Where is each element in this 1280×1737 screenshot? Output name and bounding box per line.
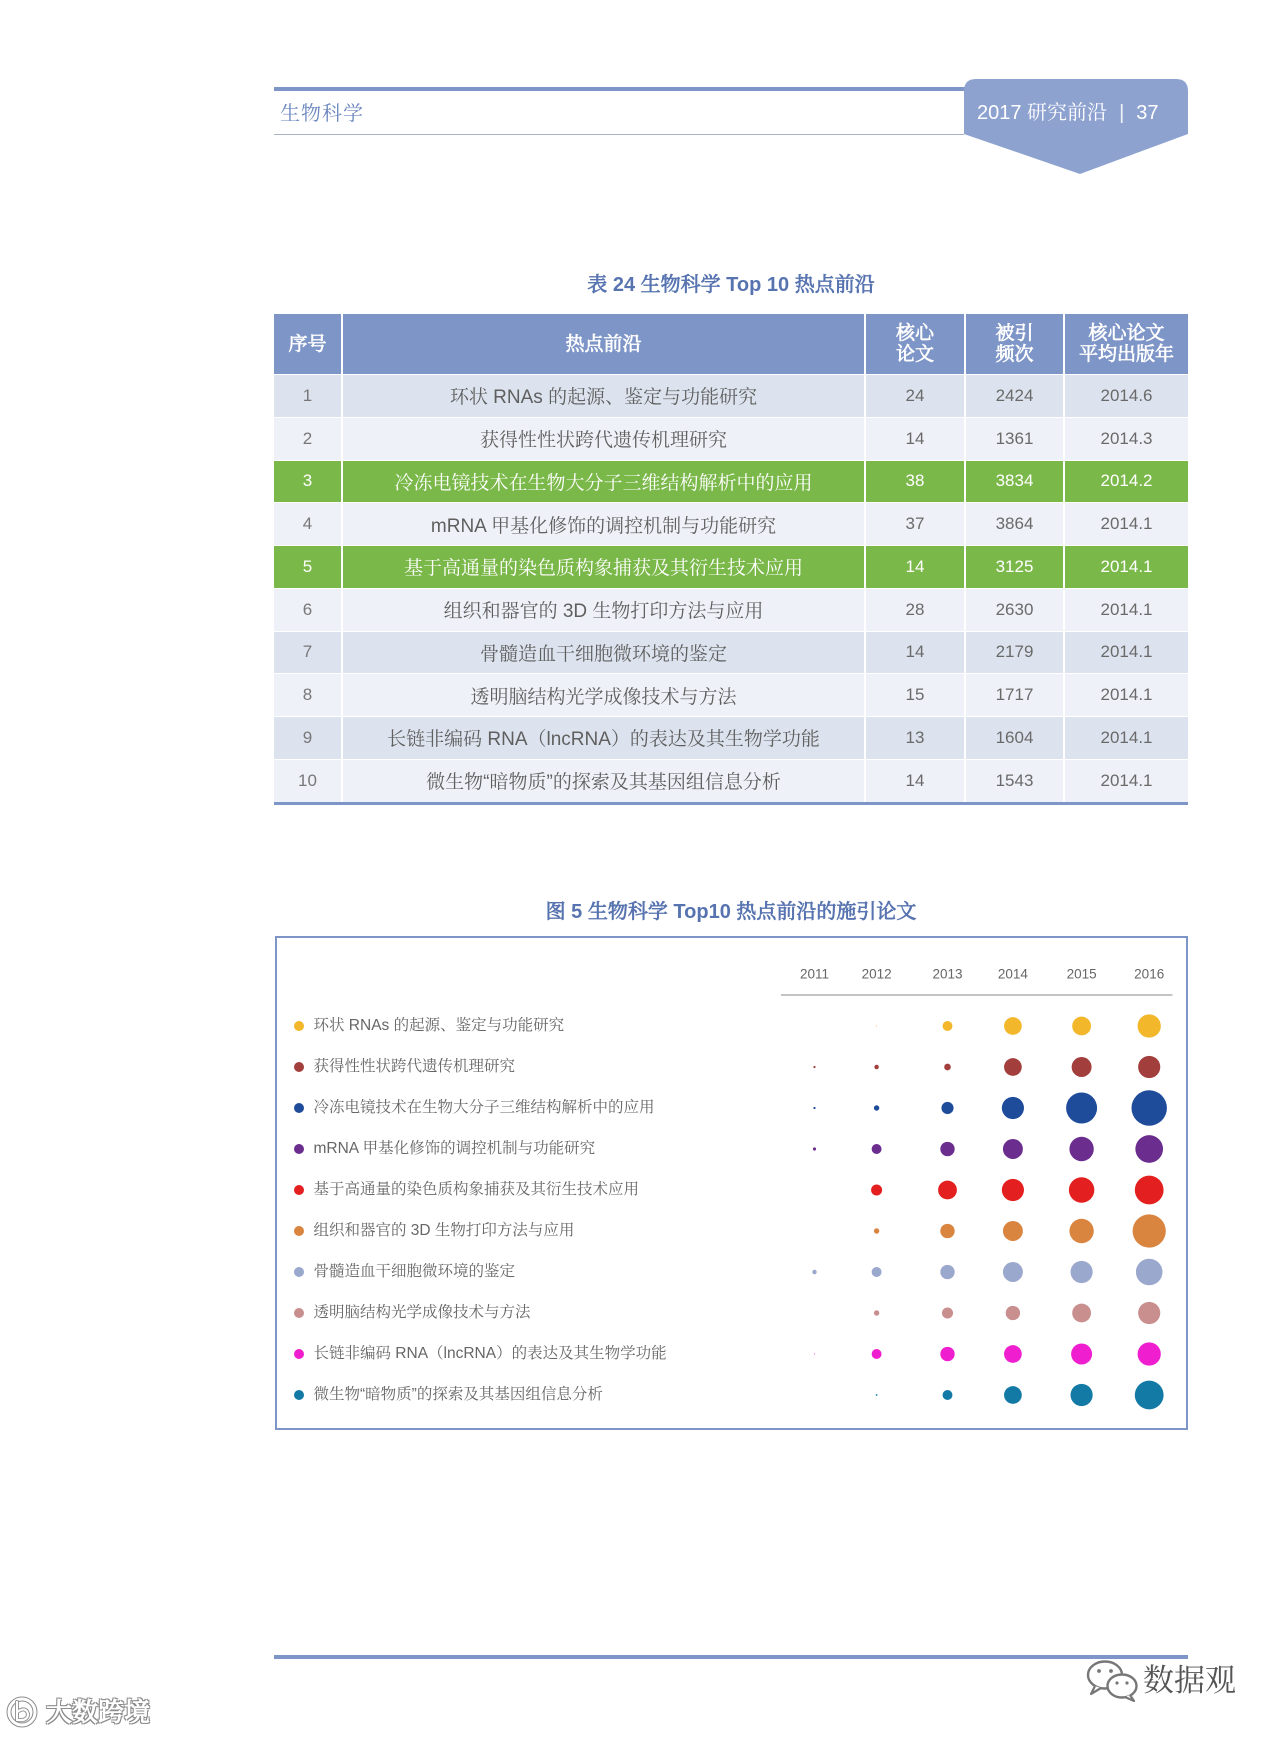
cell-topic: 环状 RNAs 的起源、鉴定与功能研究: [343, 375, 866, 417]
bubble: [1004, 1345, 1022, 1363]
cell-avg-year: 2014.1: [1100, 514, 1153, 534]
cell-topic: 获得性性状跨代遗传机理研究: [343, 418, 866, 460]
legend-label: 透明脑结构光学成像技术与方法: [313, 1304, 531, 1322]
cell-citations: 2179: [966, 632, 1065, 674]
table-header-row: [274, 314, 1188, 374]
bubble: [940, 1142, 954, 1156]
bubble: [1071, 1384, 1093, 1406]
bubble: [1071, 1343, 1092, 1364]
bubble: [940, 1224, 954, 1238]
footer-rule: [274, 1655, 1188, 1659]
bubble: [943, 1021, 953, 1031]
cell-avg-year: 2014.1: [1100, 642, 1153, 662]
legend-swatch: [294, 1021, 304, 1031]
bubble: [874, 1065, 878, 1069]
cell-topic: 透明脑结构光学成像技术与方法: [343, 674, 866, 716]
cell-citations: 3864: [966, 503, 1065, 545]
legend-label: mRNA 甲基化修饰的调控机制与功能研究: [313, 1140, 596, 1158]
bubble: [940, 1347, 954, 1361]
watermark-text: 大数跨境: [46, 1697, 151, 1727]
brand-name: 数据观: [1143, 1663, 1236, 1698]
bubble: [943, 1390, 953, 1400]
header-core-papers: [866, 314, 966, 374]
table-row: [274, 759, 1188, 802]
cell-avg-year: 2014.1: [1100, 727, 1153, 747]
cell-citations: 1361: [966, 418, 1065, 460]
bubble: [874, 1105, 879, 1110]
bubble: [812, 1270, 816, 1274]
header-citations-line2: 频次: [995, 344, 1034, 365]
table-row: [274, 374, 1188, 417]
cell-index: 3: [274, 461, 343, 503]
bubble: [1072, 1057, 1092, 1077]
legend-label: 环状 RNAs 的起源、鉴定与功能研究: [313, 1017, 565, 1035]
cell-core-papers: 13: [866, 717, 966, 759]
header-core-papers-line2: 论文: [895, 344, 934, 365]
bubble: [1004, 1017, 1022, 1035]
cell-core-papers: 37: [866, 503, 966, 545]
legend-swatch: [294, 1390, 304, 1400]
cell-index: 8: [274, 674, 343, 716]
legend-swatch: [294, 1103, 304, 1113]
watermark-logo-icon: [4, 1694, 40, 1730]
table-row: [274, 545, 1188, 588]
x-tick-label: 2011: [799, 966, 830, 982]
bubble: [1066, 1092, 1097, 1123]
table-row: [274, 716, 1188, 759]
tab-separator: |: [1119, 102, 1125, 124]
bubble: [1004, 1058, 1022, 1076]
legend-swatch: [294, 1349, 304, 1359]
hotspot-table: [274, 314, 1188, 805]
x-tick-label: 2014: [997, 966, 1028, 982]
bubble: [1069, 1177, 1094, 1202]
bubble: [874, 1310, 879, 1315]
bubble: [1071, 1261, 1093, 1283]
header-index: [274, 314, 343, 374]
bubble: [1002, 1179, 1024, 1201]
cell-core-papers: 14: [866, 546, 966, 588]
cell-citations: 3125: [966, 546, 1065, 588]
legend-swatch: [294, 1226, 304, 1236]
bubble: [938, 1181, 957, 1200]
cell-avg-year: 2014.1: [1100, 556, 1153, 576]
cell-citations: 1543: [966, 760, 1065, 802]
bubble: [1138, 1014, 1161, 1037]
cell-core-papers: 14: [866, 760, 966, 802]
x-tick-label: 2012: [861, 966, 892, 982]
cell-index: 2: [274, 418, 343, 460]
legend-label: 组织和器官的 3D 生物打印方法与应用: [313, 1222, 575, 1240]
cell-core-papers: 14: [866, 418, 966, 460]
header-underline: [274, 134, 964, 135]
header-avg-year: [1065, 314, 1188, 374]
header-citations-line1: 被引: [995, 323, 1034, 344]
bubble-chart: [275, 936, 1188, 1430]
header-topic: [343, 314, 866, 374]
cell-avg-year: 2014.1: [1100, 599, 1153, 619]
cell-core-papers: 28: [866, 589, 966, 631]
bubble: [813, 1147, 816, 1150]
bubble: [1135, 1381, 1164, 1410]
cell-index: 5: [274, 546, 343, 588]
cell-avg-year: 2014.3: [1100, 428, 1153, 448]
cell-citations: 1604: [966, 717, 1065, 759]
legend-label: 微生物“暗物质”的探索及其基因组信息分析: [313, 1386, 603, 1404]
legend-label: 冷冻电镜技术在生物大分子三维结构解析中的应用: [313, 1099, 655, 1117]
cell-core-papers: 14: [866, 632, 966, 674]
section-title: 生物科学: [280, 103, 364, 125]
watermark: [4, 1694, 150, 1730]
table-row: [274, 417, 1188, 460]
x-tick-label: 2013: [932, 966, 963, 982]
bubble: [941, 1102, 953, 1114]
cell-topic: 微生物“暗物质”的探索及其基因组信息分析: [343, 760, 866, 802]
table-title: 表 24 生物科学 Top 10 热点前沿: [587, 274, 875, 296]
bubble: [872, 1144, 882, 1154]
cell-citations: 3834: [966, 461, 1065, 503]
bubble: [1069, 1137, 1093, 1161]
cell-index: 1: [274, 375, 343, 417]
bubble: [872, 1349, 882, 1359]
bubble: [814, 1353, 815, 1354]
cell-citations: 1717: [966, 674, 1065, 716]
table-row: [274, 588, 1188, 631]
legend-label: 骨髓造血干细胞微环境的鉴定: [313, 1263, 516, 1281]
header-avg-year-line1: 核心论文: [1088, 323, 1165, 344]
bubble: [1069, 1219, 1093, 1243]
cell-avg-year: 2014.6: [1100, 385, 1153, 405]
cell-index: 9: [274, 717, 343, 759]
cell-topic: mRNA 甲基化修饰的调控机制与功能研究: [343, 503, 866, 545]
cell-index: 10: [274, 760, 343, 802]
bubble: [1003, 1262, 1023, 1282]
cell-topic: 冷冻电镜技术在生物大分子三维结构解析中的应用: [343, 461, 866, 503]
bubble: [940, 1265, 954, 1279]
legend-label: 基于高通量的染色质构象捕获及其衍生技术应用: [313, 1181, 640, 1199]
figure-title: 图 5 生物科学 Top10 热点前沿的施引论文: [545, 901, 917, 923]
bubble: [1138, 1056, 1160, 1078]
x-tick-label: 2015: [1066, 966, 1097, 982]
bubble: [872, 1267, 882, 1277]
bubble: [813, 1107, 815, 1109]
header-citations: [966, 314, 1065, 374]
wechat-icon: [1086, 1660, 1140, 1702]
bubble: [942, 1307, 953, 1318]
cell-citations: 2424: [966, 375, 1065, 417]
cell-core-papers: 15: [866, 674, 966, 716]
legend-swatch: [294, 1144, 304, 1154]
legend-swatch: [294, 1062, 304, 1072]
bubble: [1135, 1135, 1163, 1163]
bubble: [813, 1066, 815, 1068]
page-tab-label: [977, 100, 1159, 126]
bubble: [1003, 1139, 1023, 1159]
page-number: 37: [1136, 102, 1159, 124]
cell-core-papers: 24: [866, 375, 966, 417]
bubble: [1138, 1342, 1161, 1365]
report-title: 2017 研究前沿: [977, 102, 1108, 124]
legend-label: 获得性性状跨代遗传机理研究: [313, 1058, 516, 1076]
cell-index: 7: [274, 632, 343, 674]
cell-topic: 组织和器官的 3D 生物打印方法与应用: [343, 589, 866, 631]
legend-swatch: [294, 1267, 304, 1277]
table-body: [274, 374, 1188, 805]
cell-core-papers: 38: [866, 461, 966, 503]
cell-avg-year: 2014.1: [1100, 770, 1153, 790]
cell-topic: 长链非编码 RNA（lncRNA）的表达及其生物学功能: [343, 717, 866, 759]
bubble: [876, 1025, 877, 1026]
cell-topic: 基于高通量的染色质构象捕获及其衍生技术应用: [343, 546, 866, 588]
header-topic-label: 热点前沿: [565, 333, 642, 355]
header-index-label: 序号: [288, 333, 327, 355]
legend-swatch: [294, 1185, 304, 1195]
header-rule: [274, 87, 968, 91]
x-tick-label: 2016: [1134, 966, 1165, 982]
bubble: [1002, 1097, 1024, 1119]
cell-index: 6: [274, 589, 343, 631]
bubble: [1136, 1259, 1163, 1286]
page-tab: [964, 79, 1188, 175]
bubble: [876, 1394, 878, 1396]
table-row: [274, 673, 1188, 716]
bubble: [944, 1064, 951, 1071]
bubble: [1006, 1306, 1020, 1320]
bubble: [1138, 1302, 1160, 1324]
table-row: [274, 460, 1188, 503]
bubble: [1072, 1017, 1091, 1036]
bubble: [1135, 1176, 1164, 1205]
bubble: [1004, 1386, 1022, 1404]
table-row: [274, 502, 1188, 545]
bubble: [874, 1228, 879, 1233]
cell-index: 4: [274, 503, 343, 545]
header-avg-year-line2: 平均出版年: [1078, 344, 1174, 365]
cell-avg-year: 2014.1: [1100, 685, 1153, 705]
bubble: [1131, 1090, 1166, 1125]
cell-avg-year: 2014.2: [1100, 471, 1153, 491]
bubble: [1003, 1221, 1023, 1241]
legend-swatch: [294, 1308, 304, 1318]
bubble: [1133, 1214, 1166, 1247]
cell-topic: 骨髓造血干细胞微环境的鉴定: [343, 632, 866, 674]
cell-citations: 2630: [966, 589, 1065, 631]
table-row: [274, 631, 1188, 674]
bubble: [871, 1184, 882, 1195]
bubble: [1072, 1304, 1091, 1323]
header-core-papers-line1: 核心: [895, 323, 934, 344]
legend-label: 长链非编码 RNA（lncRNA）的表达及其生物学功能: [313, 1345, 667, 1363]
